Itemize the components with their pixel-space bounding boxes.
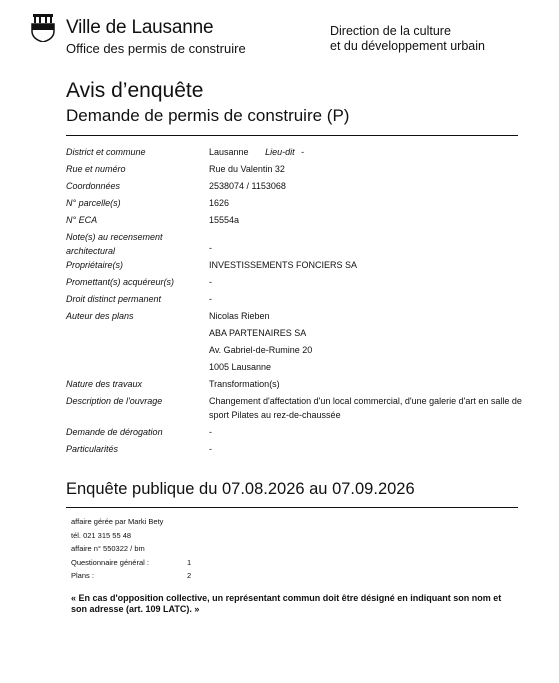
row-heritage-note: Note(s) au recensement architectural -: [66, 232, 212, 256]
row-owner: Propriétaire(s) INVESTISSEMENTS FONCIERS SA: [66, 260, 358, 270]
divider: [66, 507, 518, 508]
row-street: Rue et numéro Rue du Valentin 32: [66, 164, 285, 174]
row-ddp: Droit distinct permanent -: [66, 294, 212, 304]
managed-by: affaire gérée par Marki Bety: [71, 517, 164, 526]
case-number: affaire n° 550322 / bm: [71, 544, 145, 553]
page-title: Avis d’enquête: [66, 79, 204, 102]
divider: [66, 135, 518, 136]
letterhead: [0, 0, 559, 60]
public-inquiry-period: Enquête publique du 07.08.2026 au 07.09.2026: [66, 480, 415, 498]
case-metadata: [71, 515, 191, 583]
row-derogation: Demande de dérogation -: [66, 427, 212, 437]
lausanne-crest-icon: [29, 14, 57, 42]
row-eca: N° ECA 15554a: [66, 215, 240, 225]
opposition-note: « En cas d'opposition collective, un représentant commun doit être désigné en indiquant son nom et son adresse (art. 109 LATC). »: [71, 593, 502, 614]
row-architect: Auteur des plans Nicolas Rieben ABA PARTENAIRES SA Av. Gabriel-de-Rumine 20 1005 Lausanne: [66, 311, 313, 372]
plans-count: Plans : 2: [71, 571, 192, 580]
department-name: Direction de la culture et du développement urbain: [330, 24, 485, 53]
row-works-type: Nature des travaux Transformation(s): [66, 379, 280, 389]
city-name: Ville de Lausanne: [66, 17, 214, 38]
details-table: [66, 145, 526, 459]
row-description: Description de l'ouvrage Changement d'affectation d'un local commercial, d'une galerie d'art en salle de sport Pilates au rez-de-chaussée: [66, 396, 522, 420]
row-particularities: Particularités -: [66, 444, 212, 454]
questionnaire-count: Questionnaire général : 1: [71, 557, 192, 567]
row-buyer: Promettant(s) acquéreur(s) -: [66, 277, 212, 287]
row-district: District et commune Lausanne Lieu-dit -: [66, 147, 305, 157]
row-parcel: N° parcelle(s) 1626: [66, 198, 230, 208]
phone-number: tél. 021 315 55 48: [71, 530, 132, 540]
row-coordinates: Coordonnées 2538074 / 1153068: [66, 181, 286, 191]
office-name: Office des permis de construire: [66, 41, 246, 56]
page-subtitle: Demande de permis de construire (P): [66, 106, 350, 125]
